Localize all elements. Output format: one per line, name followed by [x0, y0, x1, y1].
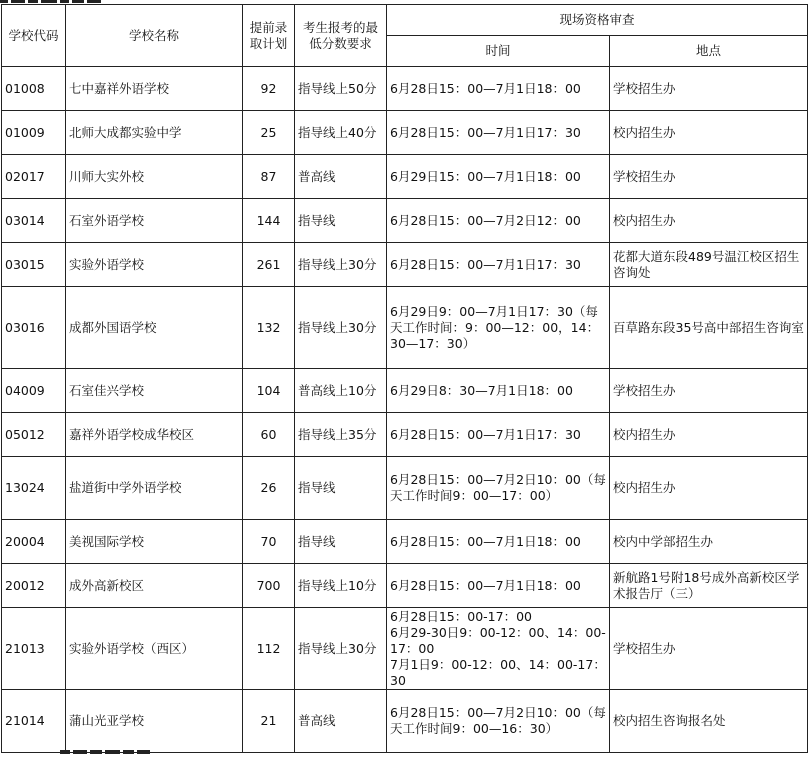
cell-requirement: 指导线	[295, 199, 387, 243]
cell-place: 校内招生办	[610, 111, 808, 155]
cell-code: 02017	[2, 155, 66, 199]
cell-plan: 70	[243, 520, 295, 564]
cell-plan: 144	[243, 199, 295, 243]
cell-time: 6月29日8：30—7月1日18：00	[387, 369, 610, 413]
table-row	[2, 690, 808, 753]
cell-place: 新航路1号附18号成外高新校区学术报告厅（三）	[610, 564, 808, 608]
cell-code: 03014	[2, 199, 66, 243]
cell-time: 6月28日15：00—7月2日12：00	[387, 199, 610, 243]
table-row	[2, 369, 808, 413]
table-row	[2, 413, 808, 457]
cell-name: 川师大实外校	[66, 155, 243, 199]
cell-plan: 25	[243, 111, 295, 155]
cell-name: 实验外语学校	[66, 243, 243, 287]
cell-plan: 104	[243, 369, 295, 413]
table-row	[2, 199, 808, 243]
table-row	[2, 520, 808, 564]
table-row	[2, 243, 808, 287]
cell-requirement: 普高线	[295, 155, 387, 199]
cell-time: 6月29日9：00—7月1日17：30（每天工作时间：9：00—12：00，14：30—17：30）	[387, 287, 610, 369]
cell-plan: 60	[243, 413, 295, 457]
cell-time	[387, 608, 610, 690]
cell-time: 6月29日15：00—7月1日18：00	[387, 155, 610, 199]
cell-plan: 21	[243, 690, 295, 753]
cropped-text-bottom	[60, 750, 220, 754]
cell-time: 6月28日15：00—7月1日17：30	[387, 243, 610, 287]
cell-name: 成外高新校区	[66, 564, 243, 608]
cell-code: 01009	[2, 111, 66, 155]
header-requirement: 考生报考的最低分数要求	[295, 5, 387, 67]
header-place: 地点	[610, 36, 808, 67]
header-school-code: 学校代码	[2, 5, 66, 67]
cell-requirement: 普高线上10分	[295, 369, 387, 413]
cell-plan: 26	[243, 457, 295, 520]
cell-name: 嘉祥外语学校成华校区	[66, 413, 243, 457]
header-plan: 提前录取计划	[243, 5, 295, 67]
cell-requirement: 指导线上30分	[295, 243, 387, 287]
cell-place: 学校招生办	[610, 155, 808, 199]
cell-place: 校内招生办	[610, 457, 808, 520]
cell-code: 13024	[2, 457, 66, 520]
cell-name: 石室佳兴学校	[66, 369, 243, 413]
cell-name: 石室外语学校	[66, 199, 243, 243]
cell-name: 成都外国语学校	[66, 287, 243, 369]
cell-time: 6月28日15：00—7月1日18：00	[387, 564, 610, 608]
header-time: 时间	[387, 36, 610, 67]
cell-plan: 261	[243, 243, 295, 287]
cell-requirement: 普高线	[295, 690, 387, 753]
cell-requirement: 指导线上40分	[295, 111, 387, 155]
cell-place: 学校招生办	[610, 67, 808, 111]
cell-code: 20012	[2, 564, 66, 608]
table-row	[2, 457, 808, 520]
cell-time: 6月28日15：00—7月1日17：30	[387, 111, 610, 155]
cell-code: 01008	[2, 67, 66, 111]
cell-name: 蒲山光亚学校	[66, 690, 243, 753]
cell-code: 21014	[2, 690, 66, 753]
cell-time: 6月28日15：00—7月2日10：00（每天工作时间9：00—16：30）	[387, 690, 610, 753]
table-row	[2, 287, 808, 369]
table-row	[2, 608, 808, 690]
cell-requirement: 指导线	[295, 520, 387, 564]
cell-place: 校内招生咨询报名处	[610, 690, 808, 753]
cell-requirement: 指导线上50分	[295, 67, 387, 111]
cell-requirement: 指导线上30分	[295, 287, 387, 369]
admission-table	[1, 4, 808, 753]
cell-code: 05012	[2, 413, 66, 457]
time-line: 6月28日15：00-17：00	[390, 608, 532, 624]
cell-plan: 700	[243, 564, 295, 608]
header-school-name: 学校名称	[66, 5, 243, 67]
header-onsite-review: 现场资格审查	[387, 5, 808, 36]
cell-requirement: 指导线上35分	[295, 413, 387, 457]
cell-code: 04009	[2, 369, 66, 413]
cell-code: 03015	[2, 243, 66, 287]
cell-time: 6月28日15：00—7月2日10：00（每天工作时间9：00—17：00）	[387, 457, 610, 520]
cell-place: 花都大道东段489号温江校区招生咨询处	[610, 243, 808, 287]
table-row	[2, 67, 808, 111]
cell-requirement: 指导线	[295, 457, 387, 520]
cell-requirement: 指导线上30分	[295, 608, 387, 690]
cell-time: 6月28日15：00—7月1日17：30	[387, 413, 610, 457]
table-row	[2, 564, 808, 608]
cell-name: 实验外语学校（西区）	[66, 608, 243, 690]
cell-code: 20004	[2, 520, 66, 564]
cell-code: 21013	[2, 608, 66, 690]
cell-plan: 132	[243, 287, 295, 369]
cell-requirement: 指导线上10分	[295, 564, 387, 608]
cell-place: 校内中学部招生办	[610, 520, 808, 564]
cell-time: 6月28日15：00—7月1日18：00	[387, 67, 610, 111]
cell-place: 百草路东段35号高中部招生咨询室	[610, 287, 808, 369]
cell-plan: 92	[243, 67, 295, 111]
cell-plan: 112	[243, 608, 295, 690]
cell-place: 校内招生办	[610, 199, 808, 243]
cell-place: 校内招生办	[610, 413, 808, 457]
cell-name: 北师大成都实验中学	[66, 111, 243, 155]
cell-time: 6月28日15：00—7月1日18：00	[387, 520, 610, 564]
time-line: 6月29-30日9：00-12：00、14：00-17：00	[390, 624, 606, 656]
cell-name: 美视国际学校	[66, 520, 243, 564]
table-row	[2, 155, 808, 199]
table-row	[2, 111, 808, 155]
cell-code: 03016	[2, 287, 66, 369]
time-line: 7月1日9：00-12：00、14：00-17：30	[390, 656, 606, 688]
cell-place: 学校招生办	[610, 369, 808, 413]
cell-place: 学校招生办	[610, 608, 808, 690]
cell-name: 七中嘉祥外语学校	[66, 67, 243, 111]
cell-name: 盐道街中学外语学校	[66, 457, 243, 520]
cell-plan: 87	[243, 155, 295, 199]
